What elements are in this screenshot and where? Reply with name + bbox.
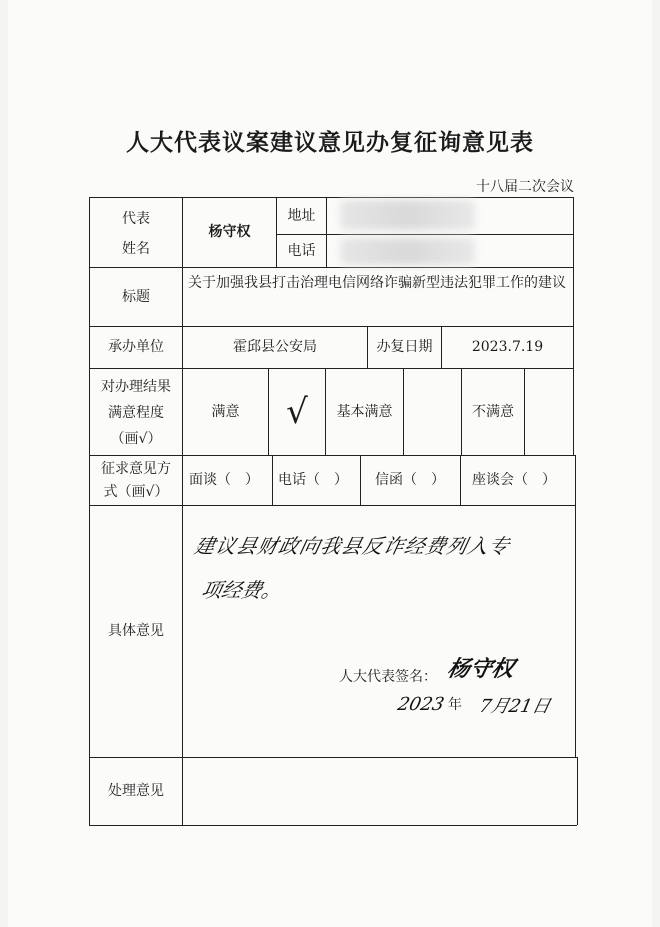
satisfaction-label-1: 对办理结果 bbox=[101, 378, 171, 395]
rep-name-label-2: 姓名 bbox=[122, 240, 150, 257]
table-border-right bbox=[573, 197, 574, 455]
address-label: 地址 bbox=[287, 207, 316, 224]
opinion-label: 具体意见 bbox=[108, 623, 164, 640]
col-line bbox=[272, 455, 273, 505]
table-border-top bbox=[89, 197, 573, 198]
session-label: 十八届二次会议 bbox=[476, 179, 574, 195]
representative-signature: 杨守权 bbox=[444, 656, 517, 682]
method-phone: 电话（ ） bbox=[278, 472, 348, 489]
subject-label: 标题 bbox=[122, 288, 150, 305]
handwritten-opinion-line-2: 项经费。 bbox=[199, 578, 285, 602]
phone-redacted bbox=[340, 238, 475, 265]
method-face: 面谈（ ） bbox=[189, 472, 259, 489]
opt-basic-satisfied: 基本满意 bbox=[336, 403, 393, 420]
table-border-right bbox=[577, 757, 578, 825]
method-label-1: 征求意见方 bbox=[101, 460, 171, 477]
method-label-2: 式（画√） bbox=[103, 483, 169, 500]
satisfied-check-mark: √ bbox=[286, 391, 308, 432]
rep-name-value: 杨守权 bbox=[208, 224, 251, 241]
date-value: 2023.7.19 bbox=[471, 339, 544, 356]
satisfaction-label-2: 满意程度 bbox=[108, 404, 164, 421]
satisfaction-label-3: （画√） bbox=[110, 430, 162, 447]
opt-satisfied: 满意 bbox=[211, 403, 240, 420]
table-border-bottom bbox=[89, 825, 577, 826]
year-char: 年 bbox=[448, 696, 462, 713]
col-line bbox=[326, 197, 327, 267]
col-line bbox=[524, 368, 525, 455]
rep-name-label-1: 代表 bbox=[122, 210, 150, 227]
date-label: 办复日期 bbox=[376, 339, 433, 356]
method-letter: 信函（ ） bbox=[375, 472, 445, 489]
opt-unsatisfied: 不满意 bbox=[472, 403, 514, 420]
table-border-right bbox=[575, 455, 576, 757]
col-line bbox=[182, 197, 183, 825]
handwritten-opinion-line-1: 建议县财政向我县反诈经费列入专 bbox=[192, 534, 513, 558]
subject-value: 关于加强我县打击治理电信网络诈骗新型违法犯罪工作的建议 bbox=[188, 275, 566, 291]
form-title: 人大代表议案建议意见办复征询意见表 bbox=[126, 129, 534, 156]
address-redacted bbox=[340, 200, 475, 230]
unit-value: 霍邱县公安局 bbox=[233, 339, 317, 356]
phone-label: 电话 bbox=[287, 242, 316, 259]
handwritten-month-day: 7月21日 bbox=[477, 696, 553, 717]
processing-label: 处理意见 bbox=[108, 783, 164, 800]
unit-label: 承办单位 bbox=[108, 339, 164, 356]
col-line bbox=[460, 455, 461, 505]
method-meeting: 座谈会（ ） bbox=[472, 472, 556, 489]
handwritten-year: 2023 bbox=[395, 694, 447, 715]
col-line bbox=[360, 455, 361, 505]
col-line bbox=[403, 368, 404, 455]
signature-label: 人大代表签名： bbox=[339, 668, 437, 685]
